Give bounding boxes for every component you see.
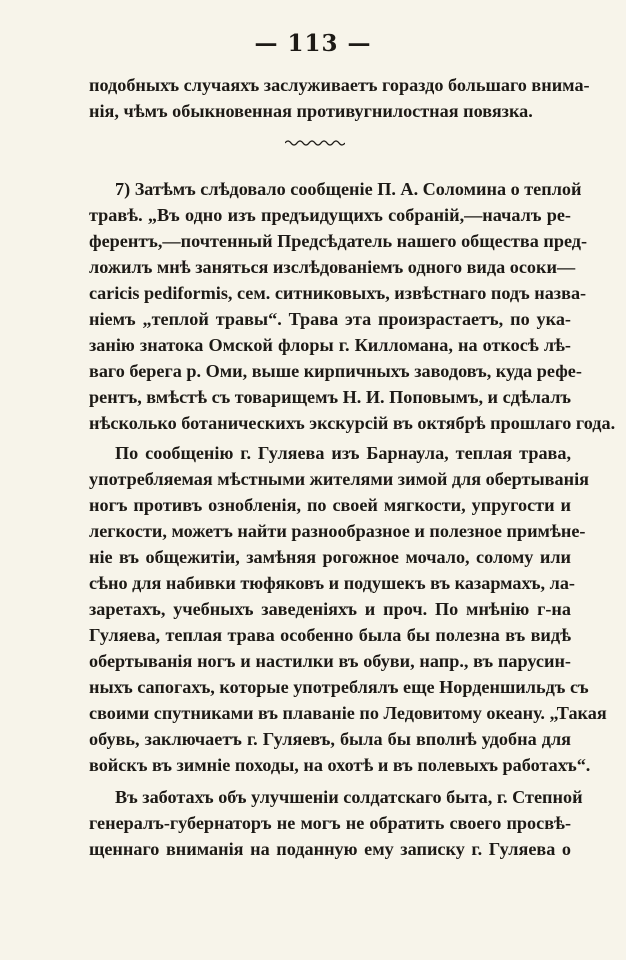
text-line: сѣно для набивки тюфяковъ и подушекъ въ казармахъ, ла- [89,573,575,593]
text-line: занію знатока Омской флоры г. Килломана, на откосѣ лѣ- [89,335,571,355]
text-line: генералъ-губернаторъ не могъ не обратить своего просвѣ- [89,813,571,833]
text-line: ваго берега р. Оми, выше кирпичныхъ заводовъ, куда рефе- [89,361,582,381]
text-line: войскъ въ зимніе походы, на охотѣ и въ полевыхъ работахъ“. [89,755,591,775]
text-line: подобныхъ случаяхъ заслуживаетъ гораздо большаго внима- [89,75,590,95]
text-line: ферентъ,—почтенный Предсѣдатель нашего общества пред- [89,231,588,251]
text-line: обувь, заключаетъ г. Гуляевъ, была бы вполнѣ удобна для [89,729,571,749]
text-line: травѣ. „Въ одно изъ предъидущихъ собраній,—началъ ре- [89,205,571,225]
text-line: заретахъ, учебныхъ заведеніяхъ и проч. По мнѣнію г-на [89,599,571,619]
text-line: ногъ противъ ознобленія, по своей мягкости, упругости и [89,495,571,515]
text-line: ніе въ общежитіи, замѣняя рогожное мочало, солому или [89,547,571,567]
text-line: ложилъ мнѣ заняться изслѣдованіемъ одного вида осоки— [89,257,576,277]
text-line: caricis pedіformis, сем. ситниковыхъ, извѣстнаго подъ назва- [89,283,587,303]
text-line: По сообщенію г. Гуляева изъ Барнаула, теплая трава, [115,443,571,463]
text-line: рентъ, вмѣстѣ съ товарищемъ Н. И. Поповымъ, и сдѣлалъ [89,387,572,407]
text-line: Гуляева, теплая трава особенно была бы полезна въ видѣ [89,625,571,645]
text-line: нѣсколько ботаническихъ экскурсій въ октябрѣ прошлаго года. [89,413,616,433]
text-line: своими спутниками въ плаваніе по Ледовитому океану. „Такая [89,703,607,723]
text-line: ныхъ сапогахъ, которые употреблялъ еще Норденшильдъ съ [89,677,589,697]
text-line: 7) Затѣмъ слѣдовало сообщеніе П. А. Соломина о теплой [115,179,582,199]
text-line: щеннаго вниманія на поданную ему записку г. Гуляева о [89,839,571,859]
text-line: Въ заботахъ объ улучшеніи солдатскаго быта, г. Степной [115,787,583,807]
ornamental-divider [285,138,345,148]
text-line: нія, чѣмъ обыкновенная противугнилостная повязка. [89,101,533,121]
text-line: обертыванія ногъ и настилки въ обуви, напр., въ парусин- [89,651,571,671]
page-number: — 113 — [254,30,372,57]
text-line: легкости, можетъ найти разнообразное и полезное примѣне- [89,521,586,541]
text-line: употребляемая мѣстными жителями зимой для обертыванія [89,469,589,489]
text-line: ніемъ „теплой травы“. Трава эта произрастаетъ, по ука- [89,309,571,329]
